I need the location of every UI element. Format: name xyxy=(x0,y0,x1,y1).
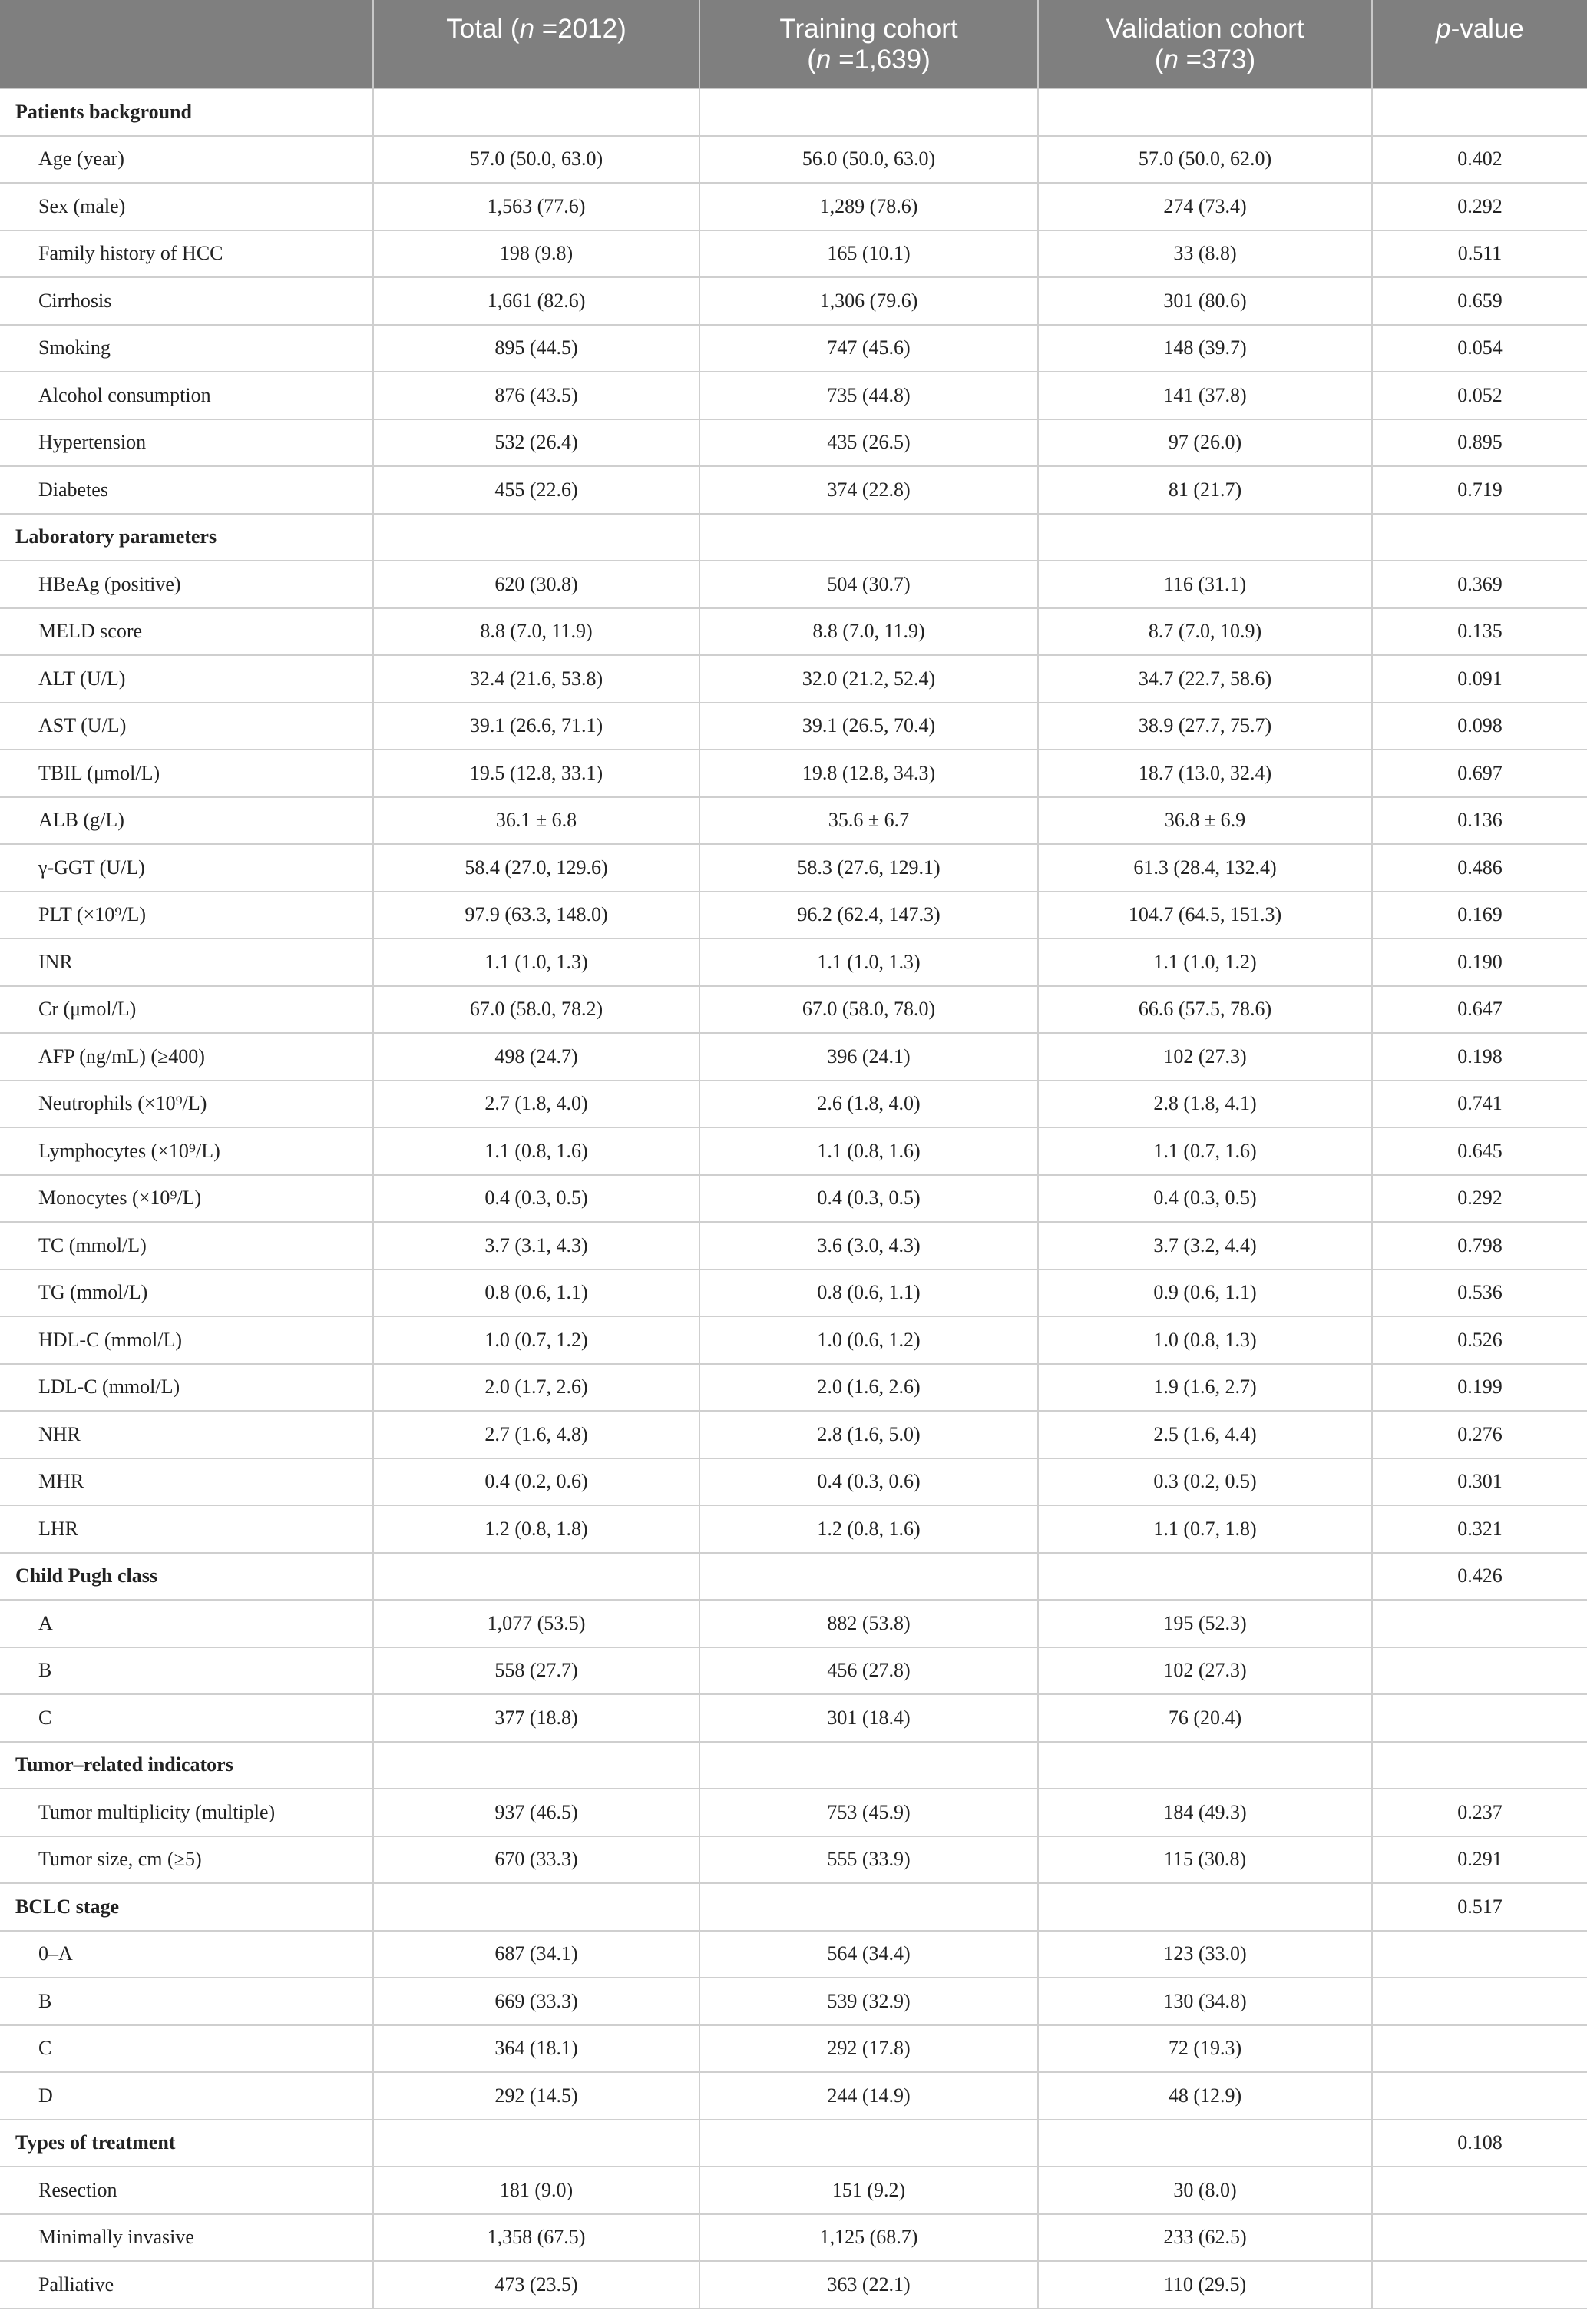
training-cell: 1,306 (79.6) xyxy=(699,277,1038,325)
total-cell: 364 (18.1) xyxy=(373,2025,699,2073)
training-cell: 292 (17.8) xyxy=(699,2025,1038,2073)
table-row xyxy=(0,2025,1587,2073)
training-cell: 0.8 (0.6, 1.1) xyxy=(699,1270,1038,1317)
table-row xyxy=(0,1647,1587,1695)
row-label: γ-GGT (U/L) xyxy=(0,844,373,892)
row-label: Patients background xyxy=(0,88,373,136)
header-pvalue: p-value xyxy=(1372,0,1587,88)
row-label: MELD score xyxy=(0,608,373,656)
row-label: B xyxy=(0,1978,373,2025)
table-row xyxy=(0,2167,1587,2214)
header-variable xyxy=(0,0,373,88)
validation-cell xyxy=(1038,1742,1372,1789)
training-cell: 1.1 (0.8, 1.6) xyxy=(699,1127,1038,1175)
training-cell: 301 (18.4) xyxy=(699,1694,1038,1742)
validation-cell: 1.1 (0.7, 1.6) xyxy=(1038,1127,1372,1175)
row-label: Sex (male) xyxy=(0,183,373,230)
row-label: Cirrhosis xyxy=(0,277,373,325)
row-label: Laboratory parameters xyxy=(0,514,373,561)
row-label: Hypertension xyxy=(0,419,373,467)
training-cell xyxy=(699,2120,1038,2167)
pvalue-cell: 0.190 xyxy=(1372,939,1587,986)
table-row xyxy=(0,372,1587,419)
row-label: Tumor size, cm (≥5) xyxy=(0,1836,373,1884)
total-cell: 558 (27.7) xyxy=(373,1647,699,1695)
total-cell xyxy=(373,2120,699,2167)
section-row xyxy=(0,1883,1587,1931)
validation-cell: 102 (27.3) xyxy=(1038,1033,1372,1081)
training-cell: 35.6 ± 6.7 xyxy=(699,797,1038,845)
training-cell: 456 (27.8) xyxy=(699,1647,1038,1695)
row-label: ALT (U/L) xyxy=(0,655,373,703)
validation-cell: 76 (20.4) xyxy=(1038,1694,1372,1742)
total-cell: 1,661 (82.6) xyxy=(373,277,699,325)
validation-cell: 81 (21.7) xyxy=(1038,466,1372,514)
row-label: LDL-C (mmol/L) xyxy=(0,1364,373,1412)
validation-cell: 3.7 (3.2, 4.4) xyxy=(1038,1222,1372,1270)
pvalue-cell xyxy=(1372,88,1587,136)
training-cell xyxy=(699,514,1038,561)
total-cell: 0.4 (0.3, 0.5) xyxy=(373,1175,699,1223)
training-cell: 32.0 (21.2, 52.4) xyxy=(699,655,1038,703)
training-cell: 735 (44.8) xyxy=(699,372,1038,419)
pvalue-cell: 0.199 xyxy=(1372,1364,1587,1412)
training-cell: 58.3 (27.6, 129.1) xyxy=(699,844,1038,892)
training-cell: 3.6 (3.0, 4.3) xyxy=(699,1222,1038,1270)
row-label: NHR xyxy=(0,1411,373,1458)
table-row xyxy=(0,1836,1587,1884)
pvalue-cell: 0.136 xyxy=(1372,797,1587,845)
pvalue-cell: 0.292 xyxy=(1372,1175,1587,1223)
validation-cell: 274 (73.4) xyxy=(1038,183,1372,230)
pvalue-cell: 0.369 xyxy=(1372,561,1587,608)
pvalue-cell xyxy=(1372,1742,1587,1789)
training-cell: 435 (26.5) xyxy=(699,419,1038,467)
pvalue-cell: 0.135 xyxy=(1372,608,1587,656)
pvalue-cell: 0.054 xyxy=(1372,325,1587,372)
total-cell: 39.1 (26.6, 71.1) xyxy=(373,703,699,750)
pvalue-cell: 0.052 xyxy=(1372,372,1587,419)
total-cell: 532 (26.4) xyxy=(373,419,699,467)
training-cell: 96.2 (62.4, 147.3) xyxy=(699,892,1038,939)
total-cell: 2.7 (1.6, 4.8) xyxy=(373,1411,699,1458)
total-cell: 1.2 (0.8, 1.8) xyxy=(373,1505,699,1553)
total-cell: 687 (34.1) xyxy=(373,1931,699,1978)
row-label: TG (mmol/L) xyxy=(0,1270,373,1317)
validation-cell: 104.7 (64.5, 151.3) xyxy=(1038,892,1372,939)
table-row xyxy=(0,1270,1587,1317)
header-validation: Validation cohort (n =373) xyxy=(1038,0,1372,88)
table-row xyxy=(0,2214,1587,2262)
pvalue-cell: 0.486 xyxy=(1372,844,1587,892)
validation-cell xyxy=(1038,2120,1372,2167)
table-row xyxy=(0,1127,1587,1175)
table-row xyxy=(0,1931,1587,1978)
row-label: Family history of HCC xyxy=(0,230,373,278)
row-label: Minimally invasive xyxy=(0,2214,373,2262)
row-label: Neutrophils (×10⁹/L) xyxy=(0,1081,373,1128)
pvalue-cell xyxy=(1372,2214,1587,2262)
training-cell: 56.0 (50.0, 63.0) xyxy=(699,136,1038,184)
row-label: BCLC stage xyxy=(0,1883,373,1931)
table-row xyxy=(0,277,1587,325)
validation-cell: 48 (12.9) xyxy=(1038,2072,1372,2120)
total-cell: 1,358 (67.5) xyxy=(373,2214,699,2262)
total-cell: 498 (24.7) xyxy=(373,1033,699,1081)
validation-cell: 1.1 (1.0, 1.2) xyxy=(1038,939,1372,986)
table-row xyxy=(0,1033,1587,1081)
training-cell: 504 (30.7) xyxy=(699,561,1038,608)
training-cell: 363 (22.1) xyxy=(699,2261,1038,2309)
validation-cell: 97 (26.0) xyxy=(1038,419,1372,467)
row-label: C xyxy=(0,2025,373,2073)
table-row xyxy=(0,466,1587,514)
pvalue-cell: 0.091 xyxy=(1372,655,1587,703)
row-label: Tumor multiplicity (multiple) xyxy=(0,1789,373,1836)
row-label: MHR xyxy=(0,1458,373,1506)
total-cell: 67.0 (58.0, 78.2) xyxy=(373,986,699,1034)
training-cell: 564 (34.4) xyxy=(699,1931,1038,1978)
validation-cell: 148 (39.7) xyxy=(1038,325,1372,372)
total-cell: 1,563 (77.6) xyxy=(373,183,699,230)
training-cell: 1,125 (68.7) xyxy=(699,2214,1038,2262)
table-row xyxy=(0,230,1587,278)
table-row xyxy=(0,1316,1587,1364)
pvalue-cell: 0.798 xyxy=(1372,1222,1587,1270)
validation-cell xyxy=(1038,514,1372,561)
pvalue-cell xyxy=(1372,2072,1587,2120)
row-label: AFP (ng/mL) (≥400) xyxy=(0,1033,373,1081)
total-cell: 895 (44.5) xyxy=(373,325,699,372)
validation-cell: 0.9 (0.6, 1.1) xyxy=(1038,1270,1372,1317)
row-label: D xyxy=(0,2072,373,2120)
total-cell: 1.1 (1.0, 1.3) xyxy=(373,939,699,986)
row-label: TBIL (μmol/L) xyxy=(0,750,373,797)
table-row xyxy=(0,1789,1587,1836)
validation-cell: 30 (8.0) xyxy=(1038,2167,1372,2214)
validation-cell: 36.8 ± 6.9 xyxy=(1038,797,1372,845)
table-row xyxy=(0,655,1587,703)
training-cell xyxy=(699,88,1038,136)
pvalue-cell: 0.301 xyxy=(1372,1458,1587,1506)
validation-cell: 1.9 (1.6, 2.7) xyxy=(1038,1364,1372,1412)
row-label: HBeAg (positive) xyxy=(0,561,373,608)
pvalue-cell xyxy=(1372,2261,1587,2309)
training-cell: 1.0 (0.6, 1.2) xyxy=(699,1316,1038,1364)
pvalue-cell: 0.292 xyxy=(1372,183,1587,230)
row-label: Cr (μmol/L) xyxy=(0,986,373,1034)
validation-cell: 33 (8.8) xyxy=(1038,230,1372,278)
row-label: 0–A xyxy=(0,1931,373,1978)
training-cell: 539 (32.9) xyxy=(699,1978,1038,2025)
validation-cell: 34.7 (22.7, 58.6) xyxy=(1038,655,1372,703)
pvalue-cell: 0.526 xyxy=(1372,1316,1587,1364)
pvalue-cell: 0.741 xyxy=(1372,1081,1587,1128)
validation-cell: 38.9 (27.7, 75.7) xyxy=(1038,703,1372,750)
total-cell: 292 (14.5) xyxy=(373,2072,699,2120)
table-row xyxy=(0,136,1587,184)
pvalue-cell xyxy=(1372,1694,1587,1742)
total-cell: 473 (23.5) xyxy=(373,2261,699,2309)
validation-cell: 110 (29.5) xyxy=(1038,2261,1372,2309)
header-total: Total (n =2012) xyxy=(373,0,699,88)
row-label: Smoking xyxy=(0,325,373,372)
table-row xyxy=(0,1600,1587,1647)
table-row xyxy=(0,750,1587,797)
table-row xyxy=(0,1081,1587,1128)
training-cell: 374 (22.8) xyxy=(699,466,1038,514)
training-cell: 1.1 (1.0, 1.3) xyxy=(699,939,1038,986)
row-label: PLT (×10⁹/L) xyxy=(0,892,373,939)
validation-cell xyxy=(1038,1553,1372,1601)
pvalue-cell: 0.098 xyxy=(1372,703,1587,750)
header-training: Training cohort (n =1,639) xyxy=(699,0,1038,88)
validation-cell: 141 (37.8) xyxy=(1038,372,1372,419)
pvalue-cell: 0.645 xyxy=(1372,1127,1587,1175)
validation-cell: 1.1 (0.7, 1.8) xyxy=(1038,1505,1372,1553)
validation-cell: 130 (34.8) xyxy=(1038,1978,1372,2025)
table-row xyxy=(0,1364,1587,1412)
training-cell: 165 (10.1) xyxy=(699,230,1038,278)
total-cell xyxy=(373,1883,699,1931)
pvalue-cell: 0.237 xyxy=(1372,1789,1587,1836)
training-cell xyxy=(699,1883,1038,1931)
pvalue-cell xyxy=(1372,1600,1587,1647)
pvalue-cell xyxy=(1372,1647,1587,1695)
total-cell: 57.0 (50.0, 63.0) xyxy=(373,136,699,184)
training-cell: 1.2 (0.8, 1.6) xyxy=(699,1505,1038,1553)
pvalue-cell: 0.198 xyxy=(1372,1033,1587,1081)
row-label: A xyxy=(0,1600,373,1647)
pvalue-cell xyxy=(1372,1931,1587,1978)
pvalue-cell xyxy=(1372,514,1587,561)
pvalue-cell: 0.511 xyxy=(1372,230,1587,278)
pvalue-cell: 0.169 xyxy=(1372,892,1587,939)
pvalue-cell: 0.647 xyxy=(1372,986,1587,1034)
training-cell: 2.6 (1.8, 4.0) xyxy=(699,1081,1038,1128)
pvalue-cell: 0.426 xyxy=(1372,1553,1587,1601)
row-label: C xyxy=(0,1694,373,1742)
section-row xyxy=(0,1553,1587,1601)
validation-cell: 301 (80.6) xyxy=(1038,277,1372,325)
table-row xyxy=(0,1505,1587,1553)
total-cell: 876 (43.5) xyxy=(373,372,699,419)
total-cell xyxy=(373,1742,699,1789)
training-cell: 0.4 (0.3, 0.5) xyxy=(699,1175,1038,1223)
training-cell: 39.1 (26.5, 70.4) xyxy=(699,703,1038,750)
total-cell: 1.1 (0.8, 1.6) xyxy=(373,1127,699,1175)
validation-cell: 72 (19.3) xyxy=(1038,2025,1372,2073)
row-label: Child Pugh class xyxy=(0,1553,373,1601)
training-cell: 1,289 (78.6) xyxy=(699,183,1038,230)
validation-cell: 233 (62.5) xyxy=(1038,2214,1372,2262)
validation-cell: 18.7 (13.0, 32.4) xyxy=(1038,750,1372,797)
total-cell: 181 (9.0) xyxy=(373,2167,699,2214)
section-row xyxy=(0,88,1587,136)
training-cell: 151 (9.2) xyxy=(699,2167,1038,2214)
total-cell xyxy=(373,514,699,561)
total-cell: 620 (30.8) xyxy=(373,561,699,608)
total-cell: 32.4 (21.6, 53.8) xyxy=(373,655,699,703)
validation-cell: 116 (31.1) xyxy=(1038,561,1372,608)
row-label: Types of treatment xyxy=(0,2120,373,2167)
row-label: INR xyxy=(0,939,373,986)
pvalue-cell: 0.536 xyxy=(1372,1270,1587,1317)
table-row xyxy=(0,325,1587,372)
table-row xyxy=(0,1458,1587,1506)
total-cell xyxy=(373,1553,699,1601)
row-label: Age (year) xyxy=(0,136,373,184)
training-cell: 396 (24.1) xyxy=(699,1033,1038,1081)
row-label: Alcohol consumption xyxy=(0,372,373,419)
total-cell: 670 (33.3) xyxy=(373,1836,699,1884)
row-label: HDL-C (mmol/L) xyxy=(0,1316,373,1364)
training-cell: 8.8 (7.0, 11.9) xyxy=(699,608,1038,656)
row-label: TC (mmol/L) xyxy=(0,1222,373,1270)
pvalue-cell: 0.276 xyxy=(1372,1411,1587,1458)
training-cell: 747 (45.6) xyxy=(699,325,1038,372)
table-row xyxy=(0,986,1587,1034)
validation-cell: 1.0 (0.8, 1.3) xyxy=(1038,1316,1372,1364)
total-cell: 8.8 (7.0, 11.9) xyxy=(373,608,699,656)
pvalue-cell: 0.895 xyxy=(1372,419,1587,467)
training-cell: 2.0 (1.6, 2.6) xyxy=(699,1364,1038,1412)
table-row xyxy=(0,844,1587,892)
total-cell: 36.1 ± 6.8 xyxy=(373,797,699,845)
total-cell: 455 (22.6) xyxy=(373,466,699,514)
table-row xyxy=(0,2261,1587,2309)
validation-cell: 102 (27.3) xyxy=(1038,1647,1372,1695)
total-cell: 58.4 (27.0, 129.6) xyxy=(373,844,699,892)
validation-cell: 115 (30.8) xyxy=(1038,1836,1372,1884)
pvalue-cell: 0.659 xyxy=(1372,277,1587,325)
row-label: Tumor–related indicators xyxy=(0,1742,373,1789)
pvalue-cell: 0.291 xyxy=(1372,1836,1587,1884)
validation-cell xyxy=(1038,88,1372,136)
pvalue-cell xyxy=(1372,2025,1587,2073)
validation-cell: 61.3 (28.4, 132.4) xyxy=(1038,844,1372,892)
total-cell: 97.9 (63.3, 148.0) xyxy=(373,892,699,939)
table-body xyxy=(0,88,1587,2309)
pvalue-cell: 0.108 xyxy=(1372,2120,1587,2167)
section-row xyxy=(0,514,1587,561)
row-label: AST (U/L) xyxy=(0,703,373,750)
table-row xyxy=(0,608,1587,656)
total-cell: 0.4 (0.2, 0.6) xyxy=(373,1458,699,1506)
section-row xyxy=(0,2120,1587,2167)
validation-cell: 8.7 (7.0, 10.9) xyxy=(1038,608,1372,656)
total-cell: 1,077 (53.5) xyxy=(373,1600,699,1647)
table-row xyxy=(0,703,1587,750)
training-cell: 753 (45.9) xyxy=(699,1789,1038,1836)
row-label: Palliative xyxy=(0,2261,373,2309)
total-cell: 0.8 (0.6, 1.1) xyxy=(373,1270,699,1317)
training-cell xyxy=(699,1742,1038,1789)
table-row xyxy=(0,183,1587,230)
row-label: Resection xyxy=(0,2167,373,2214)
row-label: Lymphocytes (×10⁹/L) xyxy=(0,1127,373,1175)
pvalue-cell: 0.517 xyxy=(1372,1883,1587,1931)
pvalue-cell xyxy=(1372,1978,1587,2025)
pvalue-cell xyxy=(1372,2167,1587,2214)
validation-cell: 2.8 (1.8, 4.1) xyxy=(1038,1081,1372,1128)
table-row xyxy=(0,1978,1587,2025)
table-row xyxy=(0,1175,1587,1223)
training-cell: 244 (14.9) xyxy=(699,2072,1038,2120)
pvalue-cell: 0.321 xyxy=(1372,1505,1587,1553)
total-cell: 198 (9.8) xyxy=(373,230,699,278)
total-cell: 19.5 (12.8, 33.1) xyxy=(373,750,699,797)
total-cell xyxy=(373,88,699,136)
header-row xyxy=(0,0,1587,88)
row-label: Monocytes (×10⁹/L) xyxy=(0,1175,373,1223)
table-row xyxy=(0,939,1587,986)
pvalue-cell: 0.719 xyxy=(1372,466,1587,514)
total-cell: 1.0 (0.7, 1.2) xyxy=(373,1316,699,1364)
section-row xyxy=(0,1742,1587,1789)
row-label: ALB (g/L) xyxy=(0,797,373,845)
validation-cell: 195 (52.3) xyxy=(1038,1600,1372,1647)
total-cell: 377 (18.8) xyxy=(373,1694,699,1742)
total-cell: 2.0 (1.7, 2.6) xyxy=(373,1364,699,1412)
training-cell: 19.8 (12.8, 34.3) xyxy=(699,750,1038,797)
total-cell: 3.7 (3.1, 4.3) xyxy=(373,1222,699,1270)
table-row xyxy=(0,892,1587,939)
row-label: B xyxy=(0,1647,373,1695)
training-cell: 2.8 (1.6, 5.0) xyxy=(699,1411,1038,1458)
table-row xyxy=(0,561,1587,608)
table-row xyxy=(0,419,1587,467)
training-cell: 0.4 (0.3, 0.6) xyxy=(699,1458,1038,1506)
table-row xyxy=(0,1411,1587,1458)
total-cell: 2.7 (1.8, 4.0) xyxy=(373,1081,699,1128)
training-cell: 67.0 (58.0, 78.0) xyxy=(699,986,1038,1034)
validation-cell: 2.5 (1.6, 4.4) xyxy=(1038,1411,1372,1458)
training-cell xyxy=(699,1553,1038,1601)
validation-cell: 0.3 (0.2, 0.5) xyxy=(1038,1458,1372,1506)
validation-cell xyxy=(1038,1883,1372,1931)
validation-cell: 123 (33.0) xyxy=(1038,1931,1372,1978)
row-label: Diabetes xyxy=(0,466,373,514)
table-row xyxy=(0,1694,1587,1742)
validation-cell: 184 (49.3) xyxy=(1038,1789,1372,1836)
validation-cell: 0.4 (0.3, 0.5) xyxy=(1038,1175,1372,1223)
training-cell: 555 (33.9) xyxy=(699,1836,1038,1884)
validation-cell: 66.6 (57.5, 78.6) xyxy=(1038,986,1372,1034)
validation-cell: 57.0 (50.0, 62.0) xyxy=(1038,136,1372,184)
table-row xyxy=(0,797,1587,845)
total-cell: 669 (33.3) xyxy=(373,1978,699,2025)
pvalue-cell: 0.697 xyxy=(1372,750,1587,797)
table-row xyxy=(0,1222,1587,1270)
total-cell: 937 (46.5) xyxy=(373,1789,699,1836)
row-label: LHR xyxy=(0,1505,373,1553)
pvalue-cell: 0.402 xyxy=(1372,136,1587,184)
training-cell: 882 (53.8) xyxy=(699,1600,1038,1647)
table-row xyxy=(0,2072,1587,2120)
